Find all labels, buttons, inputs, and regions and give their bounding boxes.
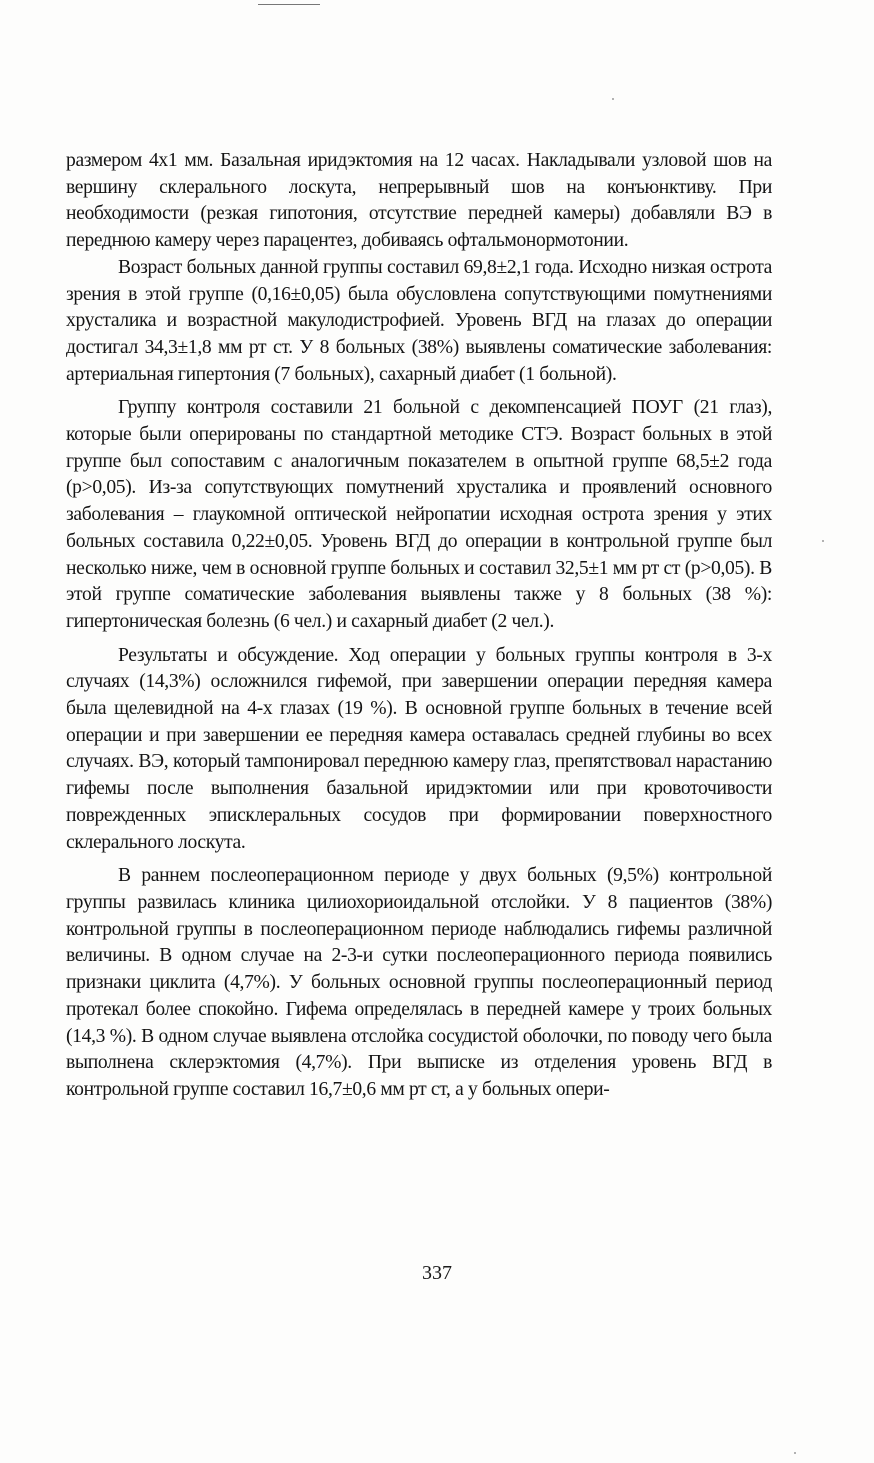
paragraph-patient-age: Возраст больных данной группы составил 69,8±2,1 года. Исходно низкая острота зрения в этой группе (0,16±0,05) была обусловлена сопутствующими помутнениями хрусталика и возрастной макулодистрофией. Уровень ВГД на глазах до операции достигал 34,3±1,8 мм рт ст. У 8 больных (38%) выявлены соматические заболевания: артериальная гипертония (7 больных), сахарный диабет (1 больной). — [66, 256, 772, 385]
scan-speck — [794, 1452, 796, 1454]
paragraph-postoperative: В раннем послеоперационном периоде у двух больных (9,5%) контрольной группы развилась клиника цилиохориоидальной отслойки. У 8 пациентов (38%) контрольной группы в послеоперационном периоде наблюдались гифемы различной величины. В одном случае на 2-3-и сутки послеоперационного периода появились признаки циклита (4,7%). У больных основной группы послеоперационный период протекал более спокойно. Гифема определялась в передней камере у троих больных (14,3 %). В одном случае выявлена отслойка сосудистой оболочки, по поводу чего была выполнена склерэктомия (4,7%). При выписке из отделения уровень ВГД в контрольной группе составил 16,7±0,6 мм рт ст, а у больных опери- — [66, 865, 772, 1100]
paragraph-continuation: размером 4х1 мм. Базальная иридэктомия на 12 часах. Накладывали узловой шов на вершину склерального лоскута, непрерывный шов на конъюнктиву. При необходимости (резкая гипотония, отсутствие передней камеры) добавляли ВЭ в переднюю камеру через парацентез, добиваясь офтальмонормотонии. — [66, 150, 772, 252]
page-number: 337 — [422, 1262, 452, 1284]
scan-speck — [612, 98, 614, 100]
top-rule — [258, 4, 320, 5]
body-text — [66, 148, 772, 1104]
paragraph-results: Результаты и обсуждение. Ход операции у больных группы контроля в 3-х случаях (14,3%) осложнился гифемой, при завершении операции передняя камера была щелевидной на 4-х глазах (19 %). В основной группе больных в течение всей операции и при завершении ее передняя камера оставалась средней глубины во всех случаях. ВЭ, который тампонировал переднюю камеру глаз, препятствовал нарастанию гифемы после выполнения базальной иридэктомии или при кровоточивости поврежденных эписклеральных сосудов при формировании поверхностного склерального лоскута. — [66, 644, 772, 853]
paragraph-control-group: Группу контроля составили 21 больной с декомпенсацией ПОУГ (21 глаз), которые были оперированы по стандартной методике СТЭ. Возраст больных в этой группе был сопоставим с аналогичным показателем в опытной группе 68,5±2 года (р>0,05). Из-за сопутствующих помутнений хрусталика и проявлений основного заболевания – глаукомной оптической нейропатии исходная острота зрения у этих больных составила 0,22±0,05. Уровень ВГД до операции в контрольной группе был несколько ниже, чем в основной группе больных и составил 32,5±1 мм рт ст (р>0,05). В этой группе соматические заболевания выявлены также у 8 больных (38 %): гипертоническая болезнь (6 чел.) и сахарный диабет (2 чел.). — [66, 397, 772, 632]
scan-speck — [822, 540, 824, 542]
